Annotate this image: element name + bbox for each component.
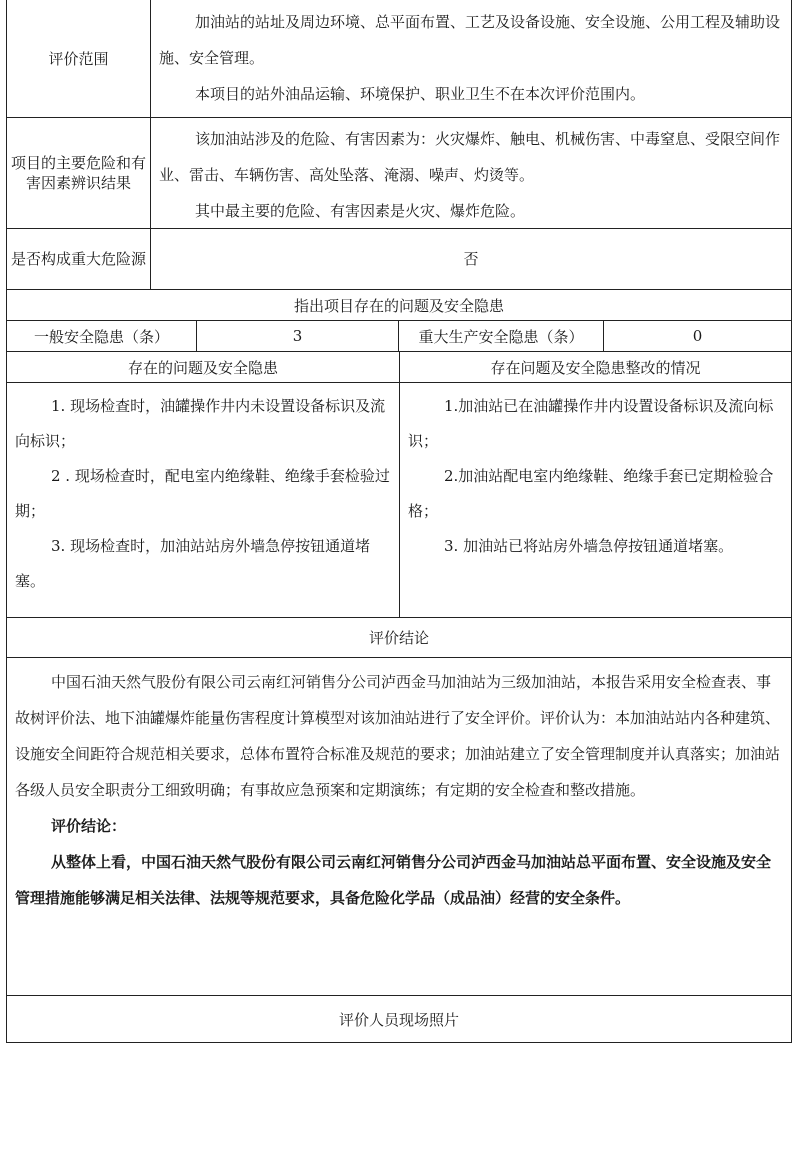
major-hazard-value: 否 [463,250,479,268]
fixes-list [399,383,791,617]
hazards-paragraph: 该加油站涉及的危险、有害因素为：火灾爆炸、触电、机械伤害、中毒窒息、受限空间作业、雷击、车辆伤害、高处坠落、淹溺、噪声、灼烫等。 [159,130,781,184]
scope-row [7,0,791,117]
problems-list [7,383,399,617]
major-hazard-label: 是否构成重大危险源 [7,229,151,289]
scope-paragraph: 加油站的站址及周边环境、总平面布置、工艺及设备设施、安全设施、公用工程及辅助设施、安全管理。 [159,13,781,67]
conclusion-paragraph: 中国石油天然气股份有限公司云南红河销售分公司泸西金马加油站为三级加油站，本报告采用安全检查表、事故树评价法、地下油罐爆炸能量伤害程度计算模型对该加油站进行了安全评价。评价认为：本加油站站内各种建筑、设施安全间距符合规范相关要求，总体布置符合标准及规范的要求；加油站建立了安全管理制度并认真落实；加油站各级人员安全职责分工细致明确；有事故应急预案和定期演练；有定期的安全检查和整改措施。 [15,673,781,799]
conclusion-header [7,617,791,657]
hazards-paragraph: 其中最主要的危险、有害因素是火灾、爆炸危险。 [195,202,526,220]
hazards-label: 项目的主要危险和有害因素辨识结果 [7,118,151,228]
problem-item: 1. 现场检查时，油罐操作井内未设置设备标识及流向标识； [15,397,386,450]
general-hazard-count: 3 [197,321,399,351]
issues-columns-header [7,351,791,382]
stats-row [7,320,791,351]
scope-content [151,0,791,117]
hazards-content [151,118,791,228]
photos-header-text: 评价人员现场照片 [338,1010,459,1029]
fix-item: 3. 加油站已将站房外墙急停按钮通道堵塞。 [444,537,734,555]
major-hazard-count-label: 重大生产安全隐患（条） [399,321,604,351]
conclusion-header-text: 评价结论 [368,629,429,647]
fix-item: 2.加油站配电室内绝缘鞋、绝缘手套已定期检验合格； [408,467,774,520]
scope-label: 评价范围 [7,0,151,117]
major-hazard-row [7,228,791,289]
conclusion-content [7,658,791,995]
scope-paragraph: 本项目的站外油品运输、环境保护、职业卫生不在本次评价范围内。 [195,85,646,103]
problems-column-header: 存在的问题及安全隐患 [127,358,278,377]
conclusion-body-row [7,657,791,995]
problem-item: 3. 现场检查时，加油站站房外墙急停按钮通道堵塞。 [15,537,371,590]
fix-item: 1.加油站已在油罐操作井内设置设备标识及流向标识； [408,397,774,450]
major-hazard-count: 0 [692,327,703,345]
issues-header-text: 指出项目存在的问题及安全隐患 [293,296,504,315]
problem-item: 2 . 现场检查时，配电室内绝缘鞋、绝缘手套检验过期； [15,467,390,520]
conclusion-bold-paragraph: 从整体上看，中国石油天然气股份有限公司云南红河销售分公司泸西金马加油站总平面布置、安全设施及安全管理措施能够满足相关法律、法规等规范要求，具备危险化学品（成品油）经营的安全条件。 [15,853,772,907]
evaluation-table [6,0,792,1043]
conclusion-bold-title: 评价结论： [51,817,127,835]
hazards-row [7,117,791,228]
issues-body-row [7,382,791,617]
fixes-column-header: 存在问题及安全隐患整改的情况 [399,352,791,382]
general-hazard-label: 一般安全隐患（条） [7,321,197,351]
issues-header [7,289,791,320]
photos-header [7,995,791,1042]
